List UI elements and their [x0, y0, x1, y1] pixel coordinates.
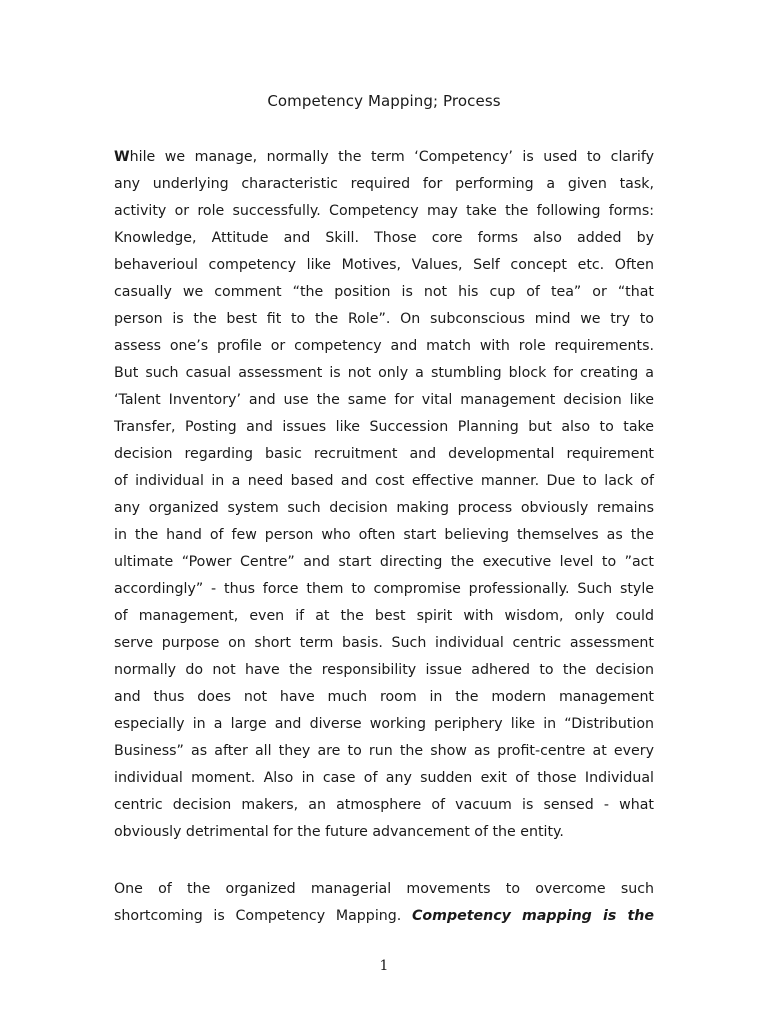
paragraph-line: individual moment. Also in case of any sudden exit of those Individual	[114, 770, 654, 786]
paragraph-line	[114, 903, 654, 930]
first-letter: W	[114, 149, 130, 165]
paragraph-line: in the hand of few person who often start believing themselves as the	[114, 527, 654, 543]
paragraph-line: of individual in a need based and cost effective manner. Due to lack of	[114, 473, 654, 489]
page-number: 1	[379, 958, 389, 974]
paragraph-line: But such casual assessment is not only a stumbling block for creating a	[114, 365, 654, 381]
document-title: Competency Mapping; Process	[267, 92, 501, 110]
paragraph-line: of management, even if at the best spirit with wisdom, only could	[114, 608, 654, 624]
paragraph-line: assess one’s profile or competency and match with role requirements.	[114, 338, 654, 354]
paragraph-line: serve purpose on short term basis. Such individual centric assessment	[114, 635, 654, 651]
emphasized-definition: Competency mapping is the	[412, 908, 654, 924]
paragraph-line: any underlying characteristic required for performing a given task,	[114, 176, 654, 192]
paragraph-line: person is the best fit to the Role”. On subconscious mind we try to	[114, 311, 654, 327]
paragraph-1	[114, 144, 654, 846]
paragraph-line: normally do not have the responsibility issue adhered to the decision	[114, 662, 654, 678]
line-text: shortcoming is Competency Mapping.	[114, 908, 412, 924]
paragraph-line: decision regarding basic recruitment and developmental requirement	[114, 446, 654, 462]
paragraph-line: accordingly” - thus force them to compromise professionally. Such style	[114, 581, 654, 597]
paragraph-line: ‘Talent Inventory’ and use the same for vital management decision like	[114, 392, 654, 408]
paragraph-line: especially in a large and diverse working periphery like in “Distribution	[114, 716, 654, 732]
paragraph-line: Knowledge, Attitude and Skill. Those core forms also added by	[114, 230, 654, 246]
paragraph-2	[114, 876, 654, 930]
paragraph-line: Transfer, Posting and issues like Succession Planning but also to take	[114, 419, 654, 435]
paragraph-line: centric decision makers, an atmosphere of vacuum is sensed - what	[114, 797, 654, 813]
paragraph-line: behaverioul competency like Motives, Values, Self concept etc. Often	[114, 257, 654, 273]
paragraph-line: One of the organized managerial movements to overcome such	[114, 881, 654, 897]
paragraph-line: casually we comment “the position is not his cup of tea” or “that	[114, 284, 654, 300]
paragraph-line: and thus does not have much room in the modern management	[114, 689, 654, 705]
paragraph-line: any organized system such decision making process obviously remains	[114, 500, 654, 516]
paragraph-line: activity or role successfully. Competency may take the following forms:	[114, 203, 654, 219]
paragraph-line: Business” as after all they are to run the show as profit-centre at every	[114, 743, 654, 759]
paragraph-line	[114, 144, 654, 171]
paragraph-line: ultimate “Power Centre” and start directing the executive level to ”act	[114, 554, 654, 570]
line-text: hile we manage, normally the term ‘Competency’ is used to clarify	[129, 149, 654, 165]
paragraph-line: obviously detrimental for the future advancement of the entity.	[114, 824, 564, 840]
